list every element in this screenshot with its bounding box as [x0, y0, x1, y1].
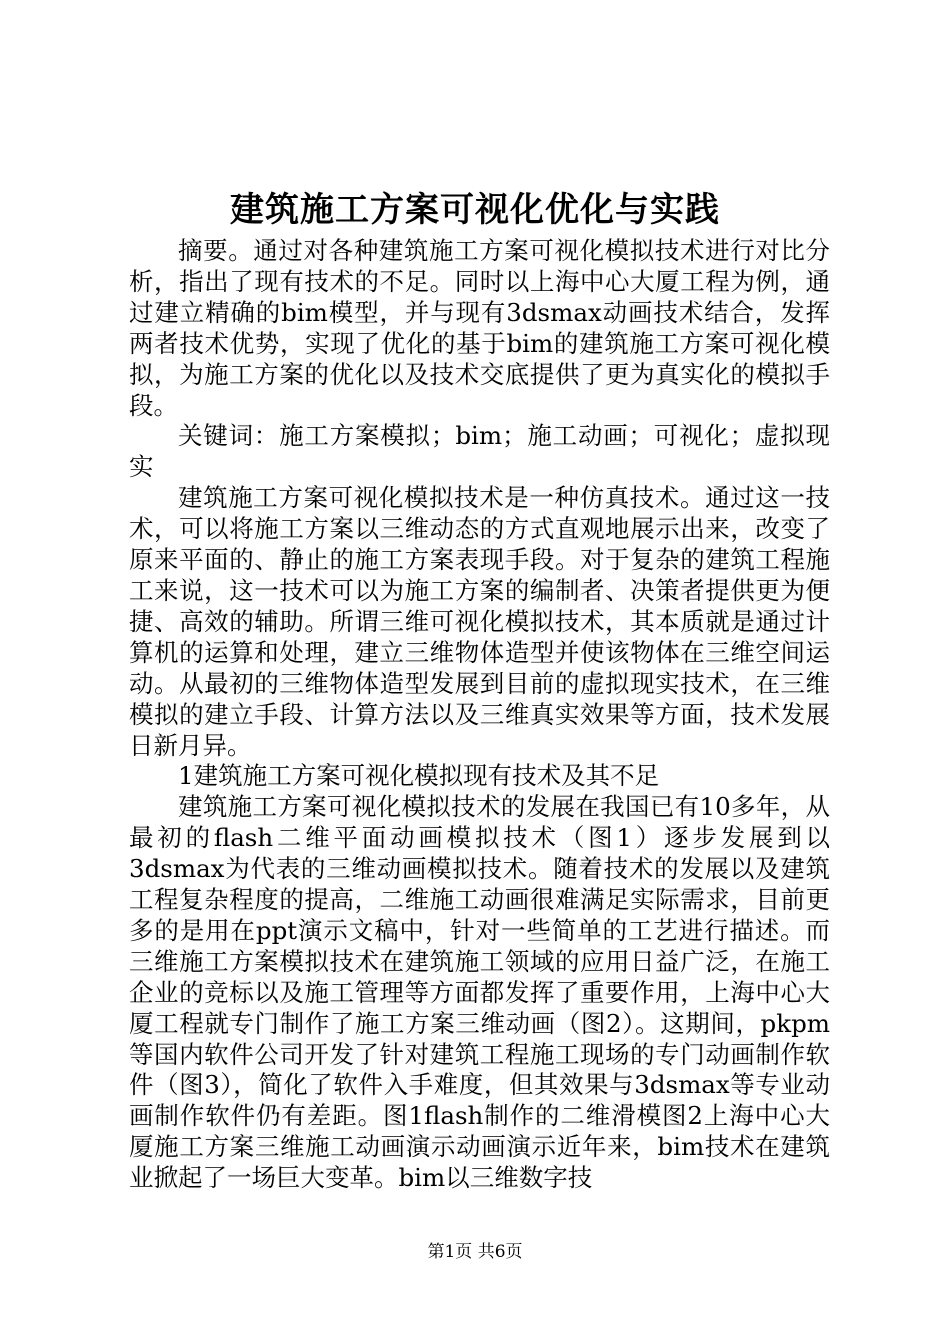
abstract-paragraph: 摘要。通过对各种建筑施工方案可视化模拟技术进行对比分析，指出了现有技术的不足。同时以上海中心大厦工程为例，通过建立精确的bim模型，并与现有3dsmax动画技术结合，发挥两者技术优势，实现了优化的基于bim的建筑施工方案可视化模拟，为施工方案的优化以及技术交底提供了更为真实化的模拟手段。 [129, 236, 830, 420]
document-body [129, 236, 830, 1194]
section-heading: 1建筑施工方案可视化模拟现有技术及其不足 [178, 761, 660, 791]
intro-paragraph: 建筑施工方案可视化模拟技术是一种仿真技术。通过这一技术，可以将施工方案以三维动态的方式直观地展示出来，改变了原来平面的、静止的施工方案表现手段。对于复杂的建筑工程施工来说，这一技术可以为施工方案的编制者、决策者提供更为便捷、高效的辅助。所谓三维可视化模拟技术，其本质就是通过计算机的运算和处理，建立三维物体造型并使该物体在三维空间运动。从最初的三维物体造型发展到目前的虚拟现实技术，在三维模拟的建立手段、计算方法以及三维真实效果等方面，技术发展日新月异。 [129, 483, 830, 760]
document-title: 建筑施工方案可视化优化与实践 [230, 190, 720, 230]
page-number-footer: 第1页 共6页 [427, 1242, 523, 1262]
section-paragraph: 建筑施工方案可视化模拟技术的发展在我国已有10多年，从最初的flash二维平面动画模拟技术（图1）逐步发展到以3dsmax为代表的三维动画模拟技术。随着技术的发展以及建筑工程复杂程度的提高，二维施工动画很难满足实际需求，目前更多的是用在ppt演示文稿中，针对一些简单的工艺进行描述。而三维施工方案模拟技术在建筑施工领域的应用日益广泛，在施工企业的竞标以及施工管理等方面都发挥了重要作用，上海中心大厦工程就专门制作了施工方案三维动画（图2）。这期间，pkpm等国内软件公司开发了针对建筑工程施工现场的专门动画制作软件（图3），简化了软件入手难度，但其效果与3dsmax等专业动画制作软件仍有差距。图1flash制作的二维滑模图2上海中心大厦施工方案三维施工动画演示动画演示近年来，bim技术在建筑业掀起了一场巨大变革。bim以三维数字技 [129, 792, 830, 1193]
keywords-paragraph: 关键词：施工方案模拟；bim；施工动画；可视化；虚拟现实 [129, 421, 830, 482]
